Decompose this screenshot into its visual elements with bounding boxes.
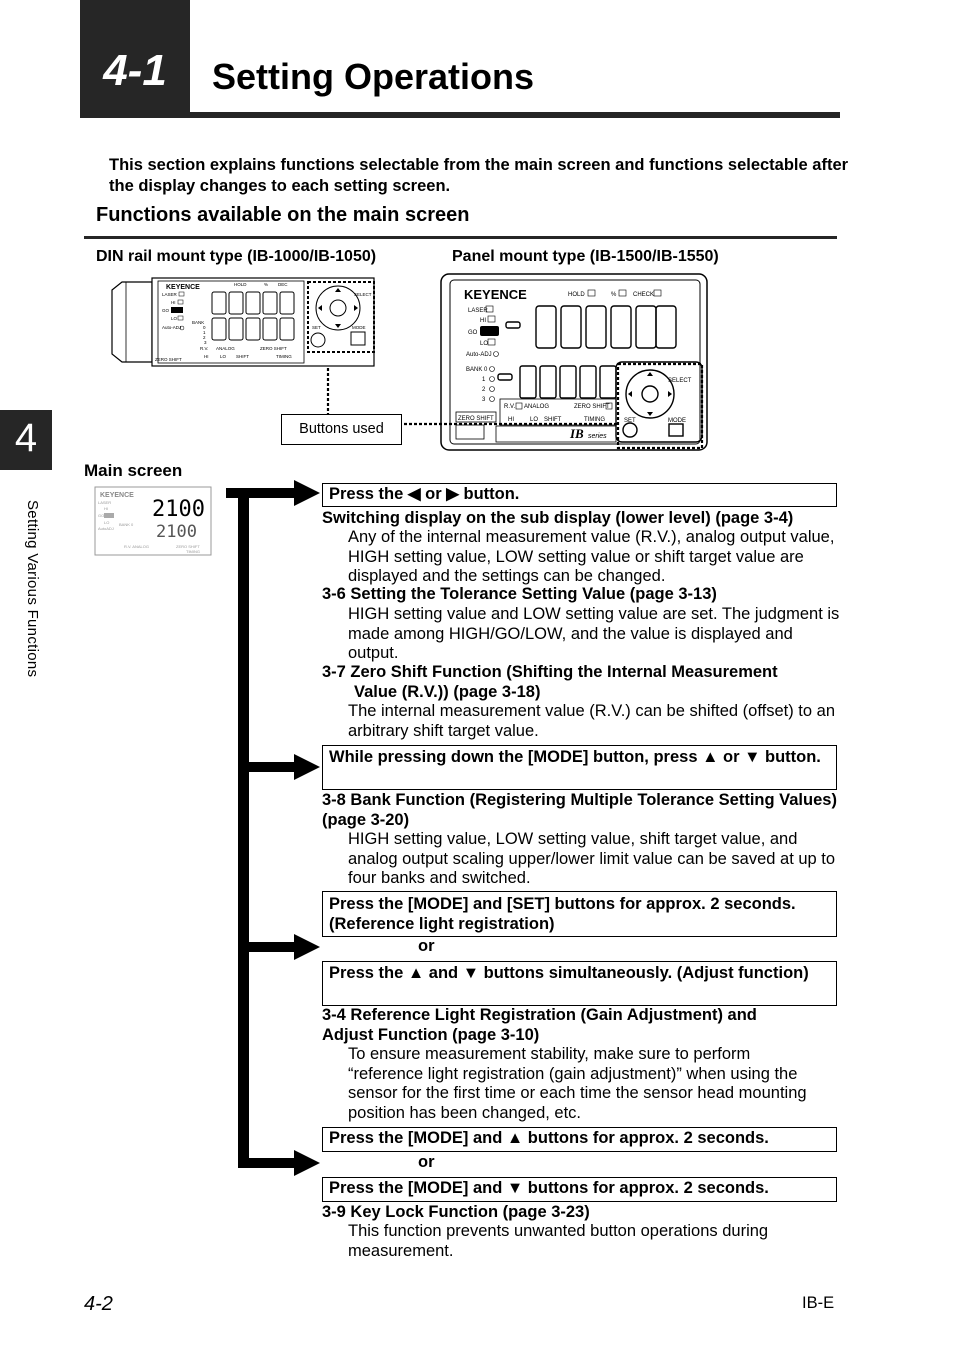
svg-text:ZERO SHIFT: ZERO SHIFT xyxy=(260,346,287,351)
svg-text:HI: HI xyxy=(171,300,176,305)
intro-text: This section explains functions selectable from the main screen and functions selectable after the display changes to each setting screen. xyxy=(109,156,849,195)
topic-key-lock: 3-9 Key Lock Function (page 3-23) xyxy=(322,1203,590,1221)
page-number: 4-2 xyxy=(84,1293,113,1315)
svg-text:LO: LO xyxy=(171,316,178,321)
main-screen-illustration xyxy=(94,486,212,556)
svg-text:IB: IB xyxy=(570,426,584,441)
svg-text:1: 1 xyxy=(203,330,206,335)
topic-key-lock-desc: This function prevents unwanted button operations during measurement. xyxy=(348,1222,769,1260)
svg-text:SHIFT: SHIFT xyxy=(236,354,249,359)
topic-zero-shift-desc: The internal measurement value (R.V.) can be shifted (offset) to an arbitrary shift target value. xyxy=(348,702,836,740)
instruction-box-mode-set: Press the [MODE] and [SET] buttons for approx. 2 seconds. (Reference light registration) xyxy=(322,891,837,937)
svg-text:R.V.: R.V. xyxy=(504,404,516,410)
svg-text:SET: SET xyxy=(624,418,636,424)
svg-text:HI: HI xyxy=(204,354,209,359)
svg-text:BANK 0: BANK 0 xyxy=(119,522,134,527)
svg-text:R.V. ANALOG: R.V. ANALOG xyxy=(124,544,149,549)
section-rule xyxy=(84,236,837,239)
or-label-1: or xyxy=(418,937,435,955)
svg-text:SHIFT: SHIFT xyxy=(544,417,562,423)
topic-sub-display-desc: Any of the internal measurement value (R.V.), analog output value, HIGH setting value, LOW setting value or shift target value are displayed and the settings can be changed. xyxy=(348,528,835,585)
topic-zero-shift: 3-7 Zero Shift Function (Shifting the Internal Measurement xyxy=(322,663,778,681)
svg-text:HOLD: HOLD xyxy=(234,282,247,287)
svg-text:2100: 2100 xyxy=(152,497,205,522)
svg-text:series: series xyxy=(588,433,607,440)
svg-text:R.V.: R.V. xyxy=(200,346,209,351)
din-device-illustration xyxy=(108,272,378,370)
svg-text:SELECT: SELECT xyxy=(354,292,372,297)
svg-text:TIMING: TIMING xyxy=(276,354,292,359)
topic-reference-light-desc: To ensure measurement stability, make sure to perform “reference light registration (gain adjustment)” when using the sensor for the first time or each time the sensor head mounting position has been changed, etc. xyxy=(348,1045,807,1122)
svg-text:LO: LO xyxy=(480,341,489,347)
topic-tolerance-desc: HIGH setting value and LOW setting value are set. The judgment is made among HIGH/GO/LOW, and the value is displayed and output. xyxy=(348,605,840,662)
svg-text:HI: HI xyxy=(104,506,108,511)
svg-text:ZERO SHIFT: ZERO SHIFT xyxy=(176,544,200,549)
svg-text:TIMING: TIMING xyxy=(186,549,200,554)
section-heading: Functions available on the main screen xyxy=(96,204,470,226)
instruction-box-arrow-keys: Press the ◀ or ▶ button. xyxy=(322,483,837,507)
svg-text:HOLD: HOLD xyxy=(568,292,585,298)
topic-sub-display: Switching display on the sub display (lower level) (page 3-4) xyxy=(322,509,794,527)
svg-text:GO: GO xyxy=(98,513,105,518)
svg-text:CHECK: CHECK xyxy=(633,292,655,298)
svg-text:KEYENCE: KEYENCE xyxy=(464,287,527,302)
svg-text:MODE: MODE xyxy=(352,325,366,330)
instruction-box-mode-down: Press the [MODE] and ▼ buttons for approx. 2 seconds. xyxy=(322,1177,837,1202)
svg-text:LO: LO xyxy=(220,354,227,359)
side-chapter-number: 4 xyxy=(14,416,38,460)
main-screen-label: Main screen xyxy=(84,461,183,480)
chapter-number: 4-1 xyxy=(103,46,167,95)
svg-text:HI: HI xyxy=(480,318,486,324)
svg-text:TIMING: TIMING xyxy=(584,417,605,423)
svg-text:1: 1 xyxy=(482,377,486,383)
svg-text:%: % xyxy=(264,282,269,287)
svg-text:ZERO SHIFT: ZERO SHIFT xyxy=(155,357,182,362)
svg-text:HI: HI xyxy=(508,417,514,423)
svg-text:DEC: DEC xyxy=(278,282,288,287)
svg-text:SET: SET xyxy=(312,325,321,330)
svg-text:ANALOG: ANALOG xyxy=(216,346,235,351)
topic-tolerance: 3-6 Setting the Tolerance Setting Value (page 3-13) xyxy=(322,585,717,603)
svg-text:LASER: LASER xyxy=(468,308,488,314)
topic-reference-light: 3-4 Reference Light Registration (Gain Adjustment) and Adjust Function (page 3-10) xyxy=(322,1006,757,1044)
svg-text:%: % xyxy=(611,292,617,298)
svg-text:2: 2 xyxy=(203,335,206,340)
svg-text:0: 0 xyxy=(203,325,206,330)
page-title: Setting Operations xyxy=(212,56,535,97)
svg-text:2100: 2100 xyxy=(156,522,197,542)
topic-zero-shift-cont: Value (R.V.)) (page 3-18) xyxy=(354,683,541,701)
svg-text:ZERO SHIFT: ZERO SHIFT xyxy=(458,416,494,422)
svg-text:MODE: MODE xyxy=(668,418,686,424)
panel-title: Panel mount type (IB-1500/IB-1550) xyxy=(452,248,719,265)
svg-text:KEYENCE: KEYENCE xyxy=(166,284,200,291)
din-title: DIN rail mount type (IB-1000/IB-1050) xyxy=(96,248,377,265)
svg-text:BANK 0: BANK 0 xyxy=(466,367,488,373)
topic-bank-desc: HIGH setting value, LOW setting value, shift target value, and analog output scaling upper/lower limit value can be saved at up to four banks and switched. xyxy=(348,830,836,887)
svg-text:BANK: BANK xyxy=(192,320,205,325)
flow-arrows xyxy=(226,478,322,1178)
svg-text:LO: LO xyxy=(104,520,110,525)
svg-text:LO: LO xyxy=(530,417,539,423)
svg-text:KEYENCE: KEYENCE xyxy=(100,492,134,499)
svg-text:3: 3 xyxy=(482,397,486,403)
svg-text:2: 2 xyxy=(482,387,486,393)
svg-text:GO: GO xyxy=(162,308,170,313)
svg-text:LASER: LASER xyxy=(162,292,177,297)
or-label-2: or xyxy=(418,1153,435,1171)
svg-text:Auto-ADJ: Auto-ADJ xyxy=(162,325,182,330)
svg-text:SELECT: SELECT xyxy=(668,378,692,384)
instruction-box-adjust: Press the ▲ and ▼ buttons simultaneously. (Adjust function) xyxy=(322,961,837,1006)
document-code: IB-E xyxy=(802,1294,835,1312)
instruction-box-mode-up: Press the [MODE] and ▲ buttons for approx. 2 seconds. xyxy=(322,1127,837,1152)
svg-text:Auto-ADJ: Auto-ADJ xyxy=(466,352,492,358)
instruction-box-mode-updown: While pressing down the [MODE] button, press ▲ or ▼ button. xyxy=(322,745,837,790)
side-chapter-label: Setting Various Functions xyxy=(24,500,41,678)
topic-bank: 3-8 Bank Function (Registering Multiple Tolerance Setting Values) (page 3-20) xyxy=(322,791,837,829)
svg-text:3: 3 xyxy=(204,340,207,345)
svg-text:GO: GO xyxy=(468,330,478,336)
svg-text:LASER: LASER xyxy=(98,500,112,505)
buttons-used-callout: Buttons used xyxy=(281,414,402,445)
title-rule xyxy=(80,112,840,118)
svg-text:ZERO SHIFT: ZERO SHIFT xyxy=(574,404,610,410)
svg-text:AutoADJ: AutoADJ xyxy=(98,526,114,531)
svg-text:ANALOG: ANALOG xyxy=(524,404,550,410)
